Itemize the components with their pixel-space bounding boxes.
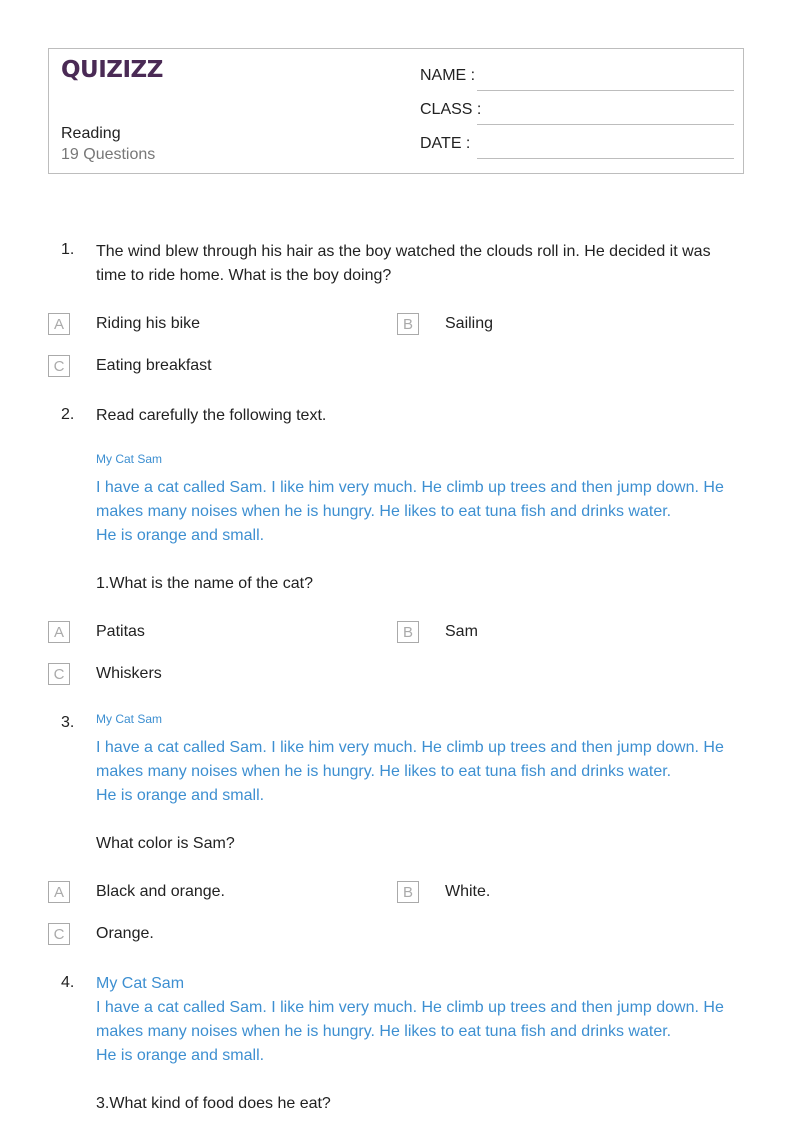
option-b-text: Sailing <box>445 315 494 332</box>
question-count: 19 Questions <box>61 146 156 163</box>
worksheet-title: Reading <box>61 125 121 142</box>
class-label: CLASS : <box>420 101 482 118</box>
logo-text: QUIZIZZ <box>61 57 163 83</box>
option-a-box[interactable]: A <box>48 881 70 903</box>
option-c-text: Whiskers <box>96 665 162 682</box>
option-b-text: Sam <box>445 623 478 640</box>
passage-line: I have a cat called Sam. I like him very much. He climb up trees and then jump down. He <box>96 739 724 756</box>
passage-line: makes many noises when he is hungry. He likes to eat tuna fish and drinks water. <box>96 503 672 520</box>
question-text: 1.What is the name of the cat? <box>96 575 314 592</box>
question-line: The wind blew through his hair as the boy watched the clouds roll in. He decided it was <box>96 243 711 260</box>
worksheet-header <box>48 48 744 174</box>
passage-title: My Cat Sam <box>96 712 163 726</box>
name-field[interactable] <box>420 67 734 91</box>
passage-line: He is orange and small. <box>96 787 265 804</box>
question-text: 3.What kind of food does he eat? <box>96 1095 331 1112</box>
question-text: What color is Sam? <box>96 835 235 852</box>
question-intro: Read carefully the following text. <box>96 407 327 424</box>
option-c-box[interactable]: C <box>48 355 70 377</box>
option-b-box[interactable]: B <box>397 881 419 903</box>
passage-line: makes many noises when he is hungry. He likes to eat tuna fish and drinks water. <box>96 1023 672 1040</box>
passage-line: makes many noises when he is hungry. He likes to eat tuna fish and drinks water. <box>96 763 672 780</box>
passage-text <box>96 972 746 1068</box>
option-c-box[interactable]: C <box>48 663 70 685</box>
date-field[interactable] <box>420 135 734 159</box>
option-b-text: White. <box>445 883 491 900</box>
class-field[interactable] <box>420 101 734 125</box>
passage-line: He is orange and small. <box>96 527 265 544</box>
option-c-text: Orange. <box>96 925 154 942</box>
date-line[interactable] <box>477 158 734 159</box>
question-text <box>96 240 736 288</box>
question-number: 2. <box>61 406 75 423</box>
question-line: time to ride home. What is the boy doing? <box>96 267 392 284</box>
option-a-text: Black and orange. <box>96 883 225 900</box>
passage-title: My Cat Sam <box>96 975 185 992</box>
class-line[interactable] <box>477 124 734 125</box>
name-label: NAME : <box>420 67 476 84</box>
passage-title: My Cat Sam <box>96 452 163 466</box>
quizizz-logo <box>61 57 163 83</box>
question-number: 1. <box>61 241 75 258</box>
option-a-box[interactable]: A <box>48 621 70 643</box>
passage-text <box>96 476 746 548</box>
date-label: DATE : <box>420 135 471 152</box>
option-a-box[interactable]: A <box>48 313 70 335</box>
passage-line: I have a cat called Sam. I like him very much. He climb up trees and then jump down. He <box>96 479 724 496</box>
option-c-text: Eating breakfast <box>96 357 212 374</box>
question-number: 4. <box>61 974 75 991</box>
passage-line: He is orange and small. <box>96 1047 265 1064</box>
name-line[interactable] <box>477 90 734 91</box>
passage-line: I have a cat called Sam. I like him very much. He climb up trees and then jump down. He <box>96 999 724 1016</box>
option-b-box[interactable]: B <box>397 621 419 643</box>
option-c-box[interactable]: C <box>48 923 70 945</box>
option-a-text: Riding his bike <box>96 315 201 332</box>
question-number: 3. <box>61 714 75 731</box>
option-b-box[interactable]: B <box>397 313 419 335</box>
passage-text <box>96 736 746 808</box>
option-a-text: Patitas <box>96 623 145 640</box>
